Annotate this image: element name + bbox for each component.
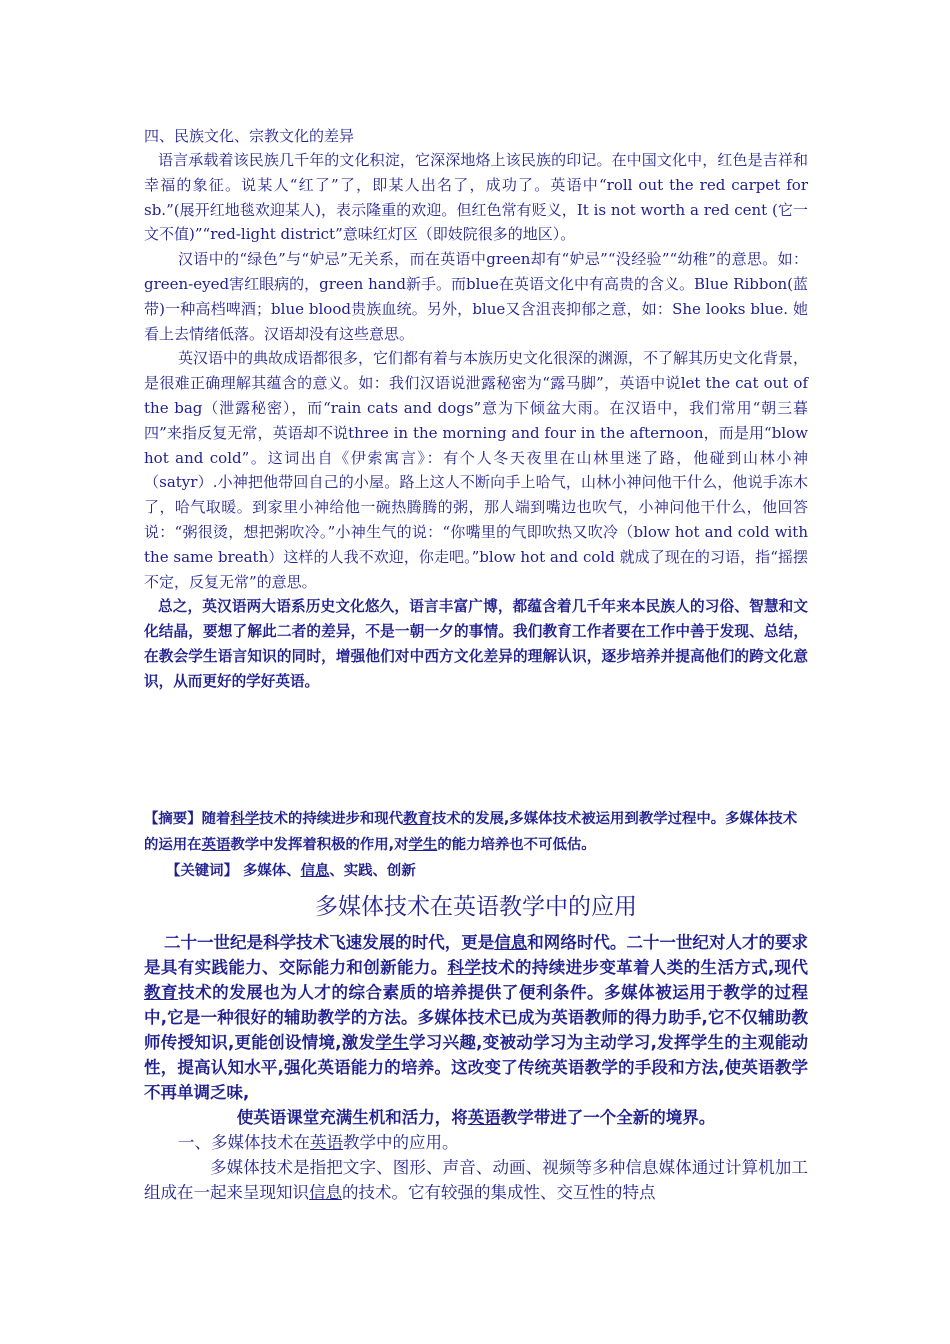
article-title: 多媒体技术在英语教学中的应用 — [315, 894, 637, 921]
intro-text: 技术的发展也为人才的综合素质的培养提供了便利条件。多媒体被运用于教学的过程中,它是一种很好的辅助教学的方法。多媒体技术已成为英语教师的得力助手,它不仅辅助教师传授知识,更能创设情境,激发 — [144, 983, 809, 1053]
abstract-label: 【摘要】 — [144, 811, 202, 828]
intro-text: 二十一世纪是科学技术飞速发展的时代，更是 — [164, 933, 495, 953]
paragraph-idioms: 英汉语中的典故成语都很多，它们都有着与本族历史文化很深的渊源，不了解其历史文化背景，是很难正确理解其蕴含的意义。如：我们汉语说泄露秘密为“露马脚”，英语中说let the cat out of the bag（泄露秘密），而“rain cats and dogs”意为下倾盆大雨。在汉语中，我们常用“朝三暮四”来指反复无常，英语却不说three in the morning and four in the afternoon，而是用“blow hot and cold”。这词出自《伊索寓言》：有个人冬天夜里在山林里迷了路，他碰到山林小神（satyr）.小神把他带回自己的小屋。路上这人不断向手上哈气，山林小神问他干什么，他说手冻木了，哈气取暖。到家里小神给他一碗热腾腾的粥，那人端到嘴边也吹气，小神问他干什么，他回答说：“粥很烫，想把粥吹冷。”小神生气的说：“你嘴里的气即吹热又吹冷（blow hot and cold with the same breath）这样的人我不欢迎，你走吧。”blow hot and cold 就成了现在的习语，指“摇摆不定，反复无常”的意思。 — [144, 349, 809, 591]
abstract-text: 随着 — [201, 811, 231, 828]
intro-last-line — [144, 1105, 808, 1130]
link-science[interactable]: 科学 — [447, 958, 482, 978]
section-heading: 四、民族文化、宗教文化的差异 — [144, 127, 355, 145]
paragraph-red-color: 语言承载着该民族几千年的文化积淀，它深深地烙上该民族的印记。在中国文化中，红色是吉祥和幸福的象征。说某人“红了”了，即某人出名了，成功了。英语中“roll out the red carpet for sb.”(展开红地毯欢迎某人)，表示隆重的欢迎。但红色常有贬义，It is not worth a red cent (它一文不值)”“red-light district”意味红灯区（即妓院很多的地区）。 — [144, 151, 808, 244]
intro-paragraph — [144, 930, 808, 1105]
body-paragraph — [144, 1155, 808, 1205]
link-english[interactable]: 英语 — [201, 837, 231, 854]
link-information[interactable]: 信息 — [309, 1183, 342, 1203]
intro-text: 和网络时代。二十一世纪对人才的要求是具有实践能力、交际能力和创新能力。 — [144, 933, 809, 978]
link-information[interactable]: 信息 — [494, 933, 528, 953]
body-text: 的技术。它有较强的集成性、交互性的特点 — [342, 1183, 656, 1203]
link-student[interactable]: 学生 — [408, 837, 438, 854]
paragraph-summary: 总之，英汉语两大语系历史文化悠久，语言丰富广博，都蕴含着几千年来本民族人的习俗、智慧和文化结晶，要想了解此二者的差异，不是一朝一夕的事情。我们教育工作者要在工作中善于发现、总结，在教会学生语言知识的同时，增强他们对中西方文化差异的理解认识，逐步培养并提高他们的跨文化意识，从而更好的学好英语。 — [144, 598, 808, 691]
subheading-text: 教学中的应用。 — [343, 1133, 459, 1153]
subheading-text: 一、多媒体技术在 — [178, 1133, 310, 1153]
subheading-1 — [144, 1130, 808, 1155]
intro-text: 使英语课堂充满生机和活力，将 — [236, 1108, 468, 1128]
body-text: 多媒体技术是指把文字、图形、声音、动画、视频等多种信息媒体通过计算机加工组成在一起来呈现知识 — [144, 1158, 808, 1203]
document-page — [144, 124, 808, 1205]
keywords-label: 【关键词】 — [166, 863, 238, 880]
abstract-text: 技术的发展,多媒体技术被运用到教学过程中。多媒体技术的运用在 — [144, 811, 798, 854]
abstract-text: 教学中发挥着积极的作用,对 — [230, 837, 409, 854]
abstract — [144, 806, 808, 858]
link-student[interactable]: 学生 — [375, 1033, 409, 1053]
keywords-text: 、实践、创新 — [329, 863, 416, 880]
link-english[interactable]: 英语 — [310, 1133, 343, 1153]
link-information[interactable]: 信息 — [300, 863, 330, 880]
paragraph-green-blue: 汉语中的“绿色”与“妒忌”无关系，而在英语中green却有“妒忌”“没经验”“幼稚”的意思。如：green-eyed害红眼病的，green hand新手。而blue在英语文化中有高贵的含义。Blue Ribbon(蓝带)一种高档啤酒；blue blood贵族血统。另外，blue又含沮丧抑郁之意，如：She looks blue. 她看上去情绪低落。汉语却没有这些意思。 — [144, 250, 808, 343]
keywords-text: 多媒体、 — [242, 863, 301, 880]
link-education[interactable]: 教育 — [403, 811, 432, 828]
intro-text: 学习兴趣,变被动学习为主动学习,发挥学生的主观能动性，提高认知水平,强化英语能力的培养。这改变了传统英语教学的手段和方法,使英语教学不再单调乏味, — [144, 1033, 809, 1103]
link-science[interactable]: 科学 — [230, 811, 260, 828]
keywords — [144, 858, 808, 884]
abstract-text: 技术的持续进步和现代 — [259, 811, 404, 828]
intro-text: 技术的持续进步变革着人类的生活方式,现代 — [481, 958, 808, 978]
intro-text: 教学带进了一个全新的境界。 — [500, 1108, 716, 1128]
link-education[interactable]: 教育 — [144, 983, 179, 1003]
spacer — [144, 694, 808, 806]
link-english[interactable]: 英语 — [467, 1108, 501, 1128]
abstract-text: 的能力培养也不可低估。 — [437, 837, 596, 854]
